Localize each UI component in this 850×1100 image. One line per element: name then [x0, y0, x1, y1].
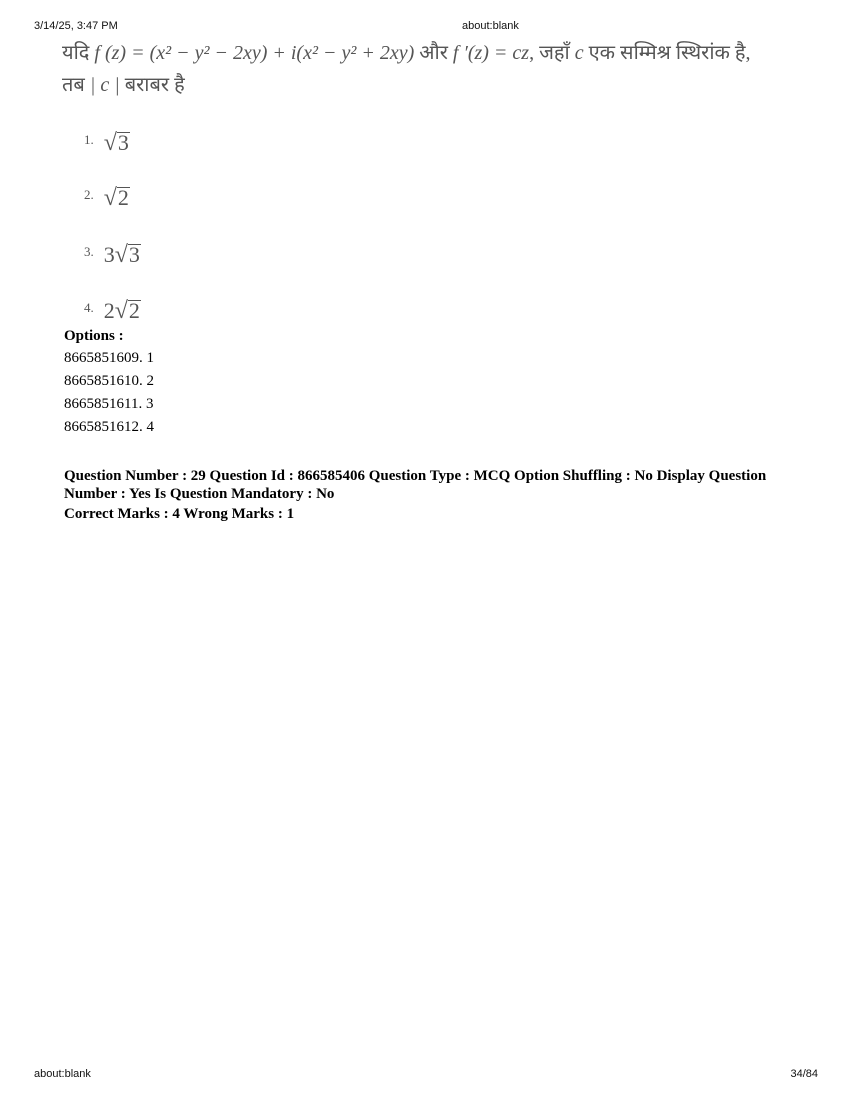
choice-number: 4. [84, 300, 94, 315]
question-function: f (z) = (x² − y² − 2xy) + i(x² − y² + 2xy) [94, 42, 415, 64]
footer-url: about:blank [34, 1068, 91, 1080]
sqrt-icon: √ [103, 185, 117, 211]
choice-radicand: 3 [117, 130, 129, 155]
choice-1 [84, 130, 130, 157]
question-prefix: यदि [62, 42, 90, 64]
footer-page-number: 34/84 [790, 1068, 818, 1080]
option-item-1: 8665851609. 1 [64, 350, 154, 366]
options-heading: Options : [64, 328, 124, 344]
question-line-1 [62, 40, 822, 66]
choice-number: 2. [84, 187, 94, 202]
choice-4 [84, 298, 141, 325]
question-marks: Correct Marks : 4 Wrong Marks : 1 [64, 506, 295, 522]
print-page-title: about:blank [462, 20, 519, 32]
choice-3 [84, 242, 141, 269]
choice-2 [84, 185, 130, 212]
question-and: और [419, 42, 448, 64]
option-item-2: 8665851610. 2 [64, 373, 154, 389]
question-metadata: Question Number : 29 Question Id : 866585406 Question Type : MCQ Option Shuffling : No Display Question Number : Yes Is Question Mandatory : No [64, 468, 767, 502]
option-item-3: 8665851611. 3 [64, 396, 154, 412]
question-constant: c [574, 42, 584, 64]
choice-coefficient: 2 [103, 298, 115, 323]
sqrt-icon: √ [114, 242, 128, 268]
sqrt-icon: √ [114, 298, 128, 324]
choice-radicand: 2 [128, 298, 140, 323]
choice-radicand: 3 [128, 242, 140, 267]
question-derivative: f ′(z) = cz [452, 42, 530, 64]
print-timestamp: 3/14/25, 3:47 PM [34, 20, 118, 32]
question-line2-end: बराबर है [124, 74, 185, 96]
sqrt-icon: √ [103, 130, 117, 156]
question-where: , जहाँ [529, 42, 570, 64]
question-image [62, 40, 822, 98]
question-then: तब [62, 74, 85, 96]
option-item-4: 8665851612. 4 [64, 419, 154, 435]
choice-number: 1. [84, 132, 94, 147]
question-abs-c: | c | [89, 74, 120, 96]
question-line1-end: एक सम्मिश्र स्थिरांक है, [588, 42, 751, 64]
choice-radicand: 2 [117, 185, 129, 210]
question-line-2 [62, 72, 822, 98]
choice-coefficient: 3 [103, 242, 115, 267]
choice-number: 3. [84, 244, 94, 259]
